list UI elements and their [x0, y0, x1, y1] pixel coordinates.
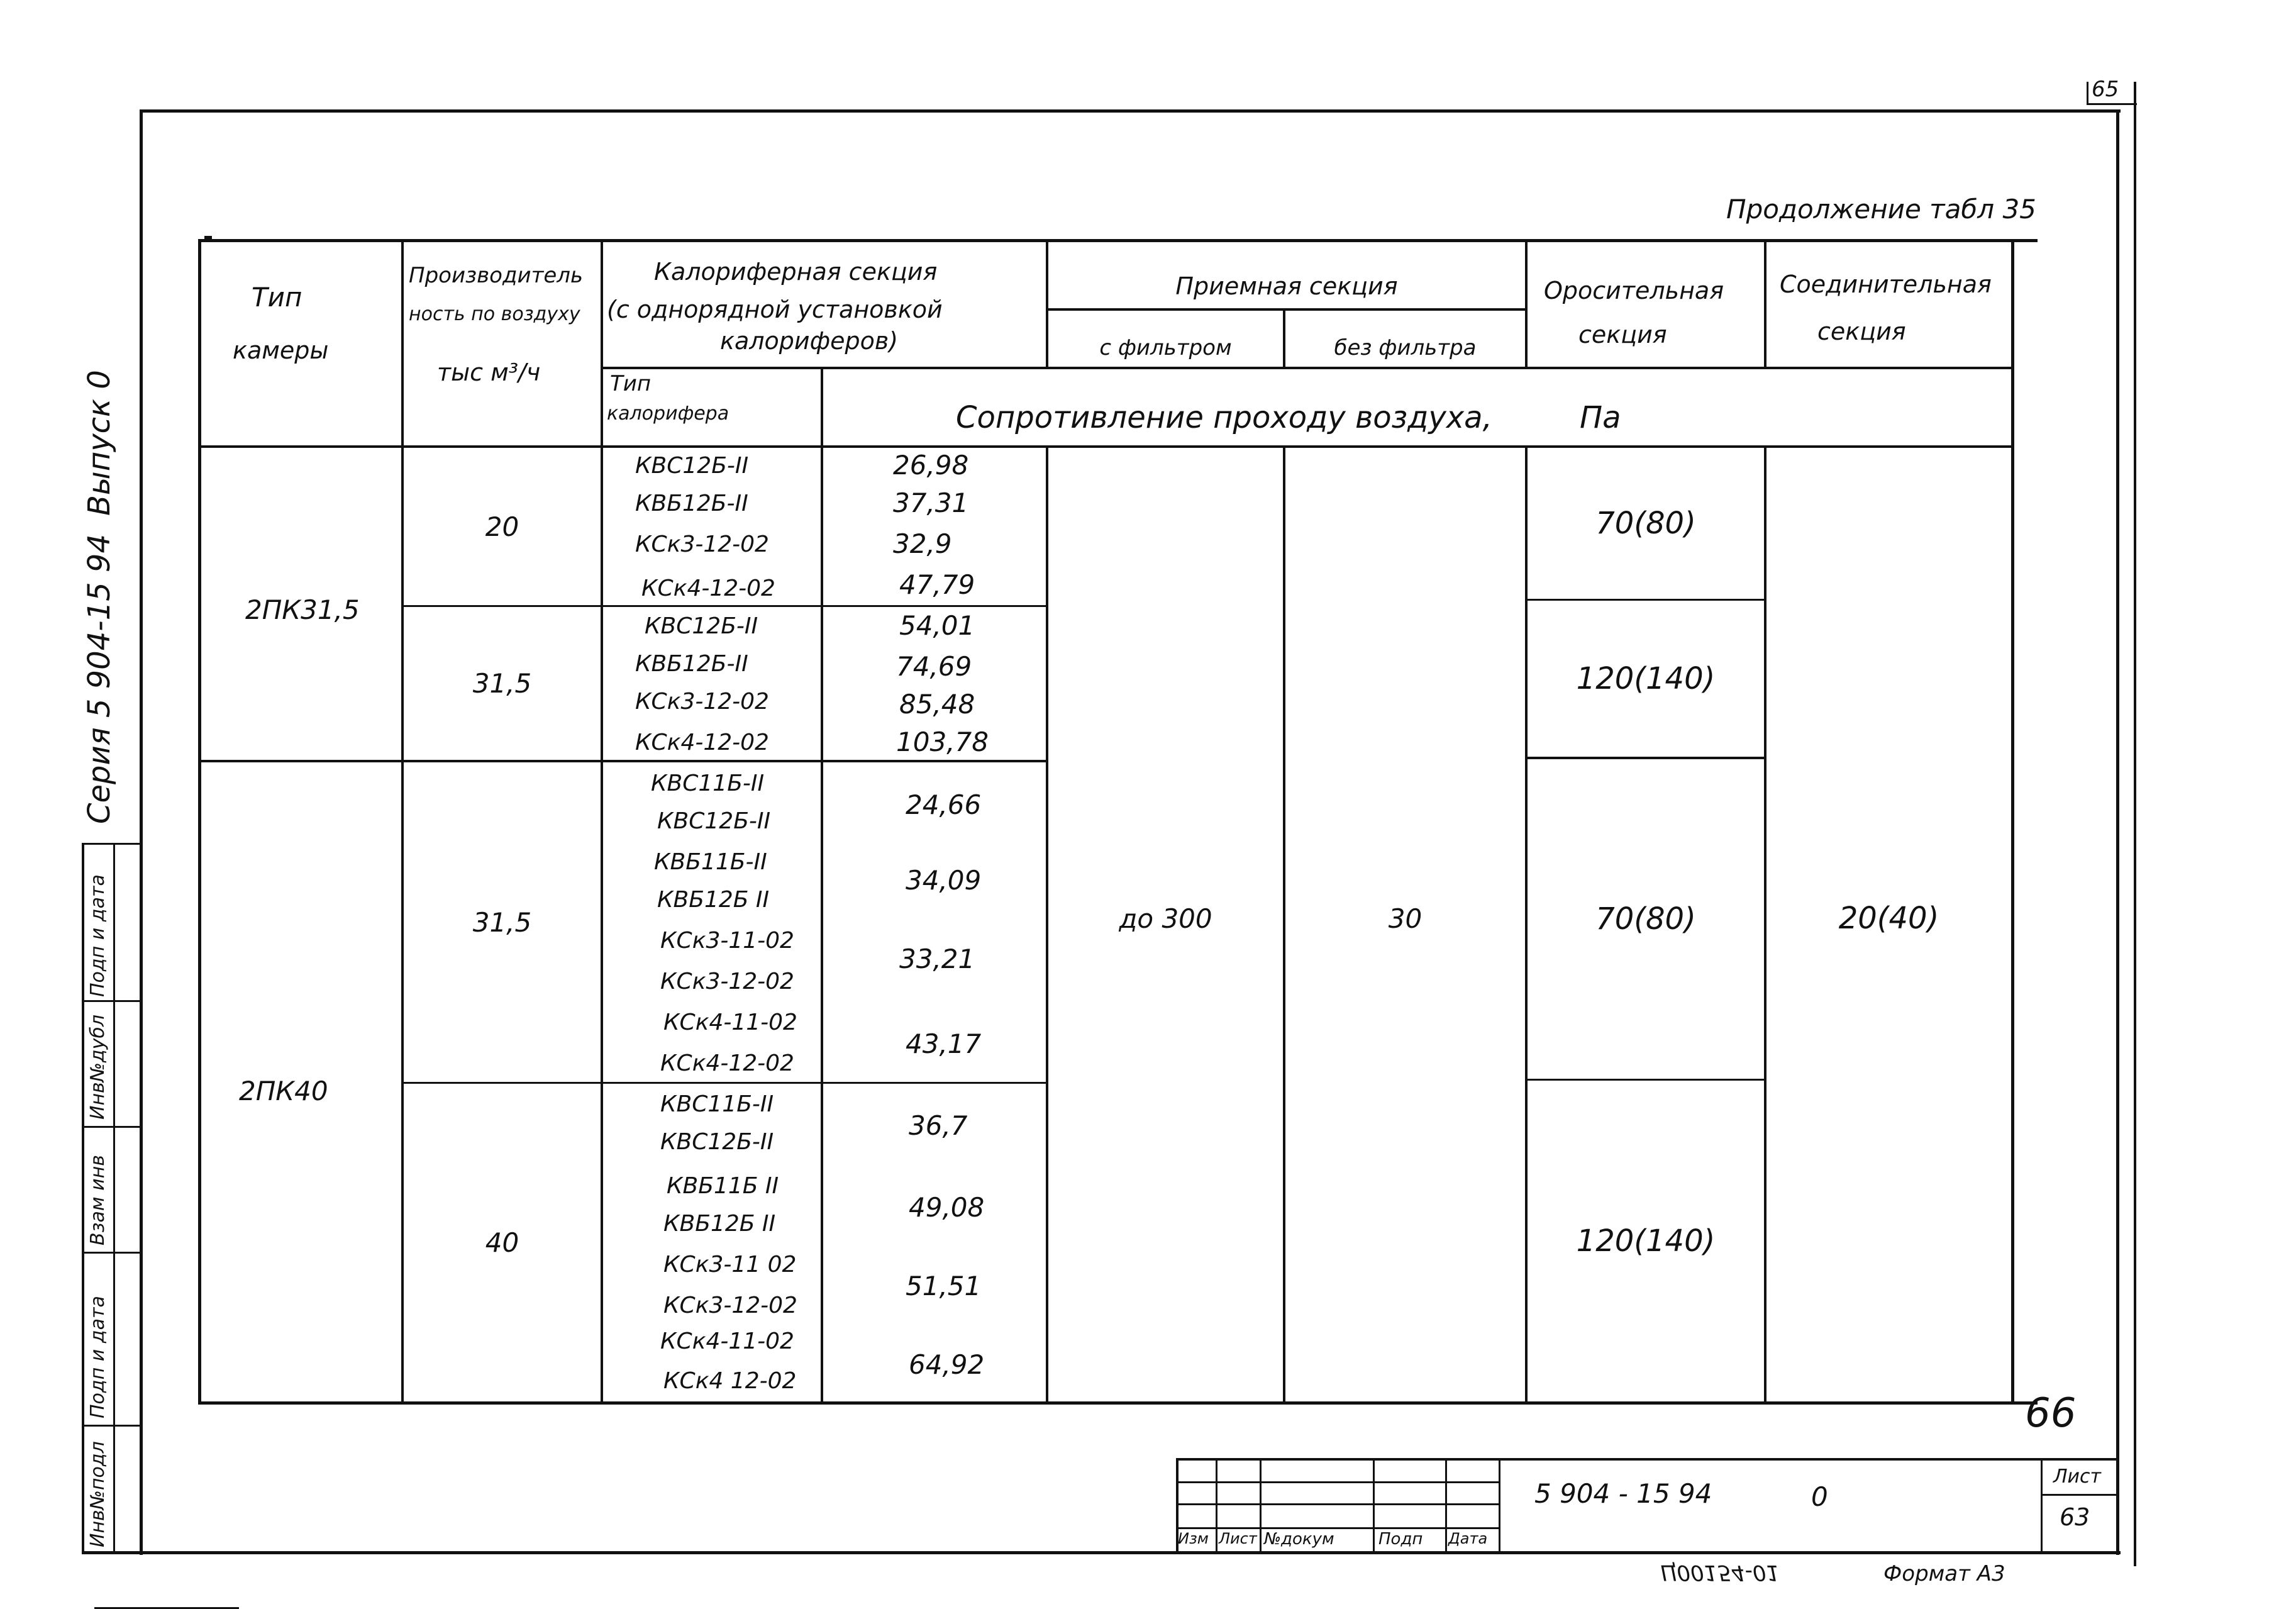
- resistance-value: 26,98: [893, 450, 969, 481]
- col-line: [1764, 239, 1766, 368]
- heater-type: КСк4-11-02: [663, 1010, 797, 1035]
- stamp-grid: [1260, 1458, 1262, 1552]
- capacity-value: 40: [485, 1227, 519, 1258]
- resistance-value: 24,66: [906, 789, 982, 820]
- header-heater-section-2: (с однорядной установкой: [607, 296, 943, 323]
- without-filter-value: 30: [1388, 903, 1423, 934]
- stamp-label: Лист: [1219, 1530, 1257, 1547]
- stamp-grid: [1373, 1458, 1375, 1552]
- series-title: Серия 5 904-15 94: [82, 534, 117, 824]
- resistance-value: 34,09: [906, 865, 982, 896]
- table-caption: Продолжение табл 35: [1726, 194, 2036, 225]
- stamp-grid: [1445, 1458, 1447, 1552]
- side-stamp-label: Взам инв: [87, 1155, 109, 1245]
- heater-type: КВБ12Б-II: [635, 651, 748, 677]
- sheet-corner-number: 65: [2092, 77, 2119, 102]
- resistance-value: 37,31: [893, 487, 969, 518]
- header-connecting-1: Соединительная: [1780, 270, 1992, 298]
- heater-type: КСк3-11-02: [660, 928, 794, 954]
- header-with-filter: с фильтром: [1099, 335, 1232, 360]
- header-resistance: Сопротивление проходу воздуха,: [956, 400, 1492, 435]
- heater-type: КСк4-12-02: [635, 730, 769, 755]
- resistance-value: 49,08: [909, 1192, 985, 1223]
- side-stamp-divider: [82, 1252, 142, 1254]
- heater-type: КВС11Б-II: [660, 1091, 774, 1117]
- stamp-grid: [1176, 1503, 1500, 1505]
- with-filter-value: до 300: [1119, 903, 1212, 934]
- frame-bottom: [82, 1551, 2121, 1554]
- connecting-value: 20(40): [1838, 901, 1939, 936]
- frame-right-outer: [2134, 82, 2136, 1566]
- stamp-label: №докум: [1264, 1530, 1334, 1549]
- format-label: Формат А3: [1883, 1561, 2005, 1586]
- header-receiving-section: Приемная секция: [1175, 272, 1398, 300]
- header-connecting-2: секция: [1817, 318, 1906, 345]
- table-right: [2011, 239, 2014, 1405]
- side-stamp-label: Инв№подл: [87, 1441, 109, 1547]
- heater-type: КВС12Б-II: [657, 808, 771, 834]
- header-without-filter: без фильтра: [1334, 335, 1477, 360]
- header-capacity-2: ность по воздуху: [409, 303, 580, 325]
- stamp-grid: [2041, 1494, 2119, 1496]
- heater-type: КВС12Б-II: [660, 1129, 774, 1155]
- issue-title: Выпуск 0: [82, 370, 117, 516]
- resistance-value: 33,21: [899, 944, 975, 974]
- heater-type: КСк4-11-02: [660, 1328, 794, 1354]
- resistance-value: 51,51: [906, 1271, 982, 1301]
- col-line: [821, 368, 823, 1405]
- table-bottom: [198, 1401, 2038, 1405]
- corner-box-left: [2087, 82, 2088, 104]
- doc-issue: 0: [1811, 1481, 1828, 1512]
- inventory-number: Ц00154-01: [1660, 1560, 1780, 1585]
- heater-type: КСк3-12-02: [663, 1293, 797, 1318]
- header-heater-type-1: Тип: [610, 371, 652, 396]
- side-stamp-inner: [113, 843, 115, 1554]
- resistance-value: 74,69: [896, 651, 972, 682]
- heater-type: КВБ12Б-II: [635, 491, 748, 516]
- side-stamp-label: Подп и дата: [87, 1296, 109, 1418]
- doc-code: 5 904 - 15 94: [1534, 1478, 1712, 1509]
- resistance-value: 54,01: [899, 610, 975, 641]
- side-stamp-divider: [82, 1425, 142, 1427]
- capacity-value: 20: [485, 511, 519, 542]
- resistance-value: 43,17: [906, 1028, 982, 1059]
- irrigation-value: 120(140): [1576, 1223, 1716, 1259]
- heater-type: КВС12Б-II: [635, 453, 749, 479]
- page-number-handwritten: 66: [2025, 1390, 2077, 1437]
- stamp-label: Изм: [1178, 1530, 1209, 1547]
- header-heater-type-2: калорифера: [607, 403, 729, 425]
- col-line: [601, 239, 603, 1405]
- capacity-value: 31,5: [472, 668, 532, 699]
- side-stamp-divider: [82, 843, 142, 845]
- heater-type: КСк4 12-02: [663, 1368, 797, 1394]
- heater-type: КСк4-12-02: [641, 576, 775, 601]
- header-capacity-1: Производитель: [409, 263, 584, 288]
- heater-type: КВС11Б-II: [651, 771, 765, 796]
- resistance-value: 32,9: [893, 528, 952, 559]
- stamp-label: Подп: [1378, 1530, 1423, 1549]
- frame-right: [2116, 109, 2119, 1555]
- heater-type: КВБ11Б II: [667, 1173, 779, 1199]
- stamp-grid: [1499, 1458, 1500, 1552]
- row-line: [1046, 308, 1527, 311]
- header-type-camera-1: Тип: [252, 282, 302, 313]
- sheet-label: Лист: [2053, 1466, 2102, 1488]
- heater-type: КВБ12Б II: [657, 887, 770, 913]
- stamp-grid: [2041, 1458, 2043, 1552]
- irrigation-value: 120(140): [1576, 661, 1716, 696]
- camera-type: 2ПК40: [239, 1076, 328, 1106]
- camera-type: 2ПК31,5: [245, 594, 360, 625]
- side-stamp-divider: [82, 1000, 142, 1002]
- header-irrigation-2: секция: [1578, 321, 1667, 348]
- heater-type: КВБ12Б II: [663, 1211, 776, 1237]
- heater-type: КСк3-11 02: [663, 1252, 797, 1278]
- capacity-value: 31,5: [472, 906, 532, 938]
- header-irrigation-1: Оросительная: [1544, 277, 1724, 304]
- header-resistance-unit: Па: [1580, 400, 1621, 435]
- irrigation-value: 70(80): [1595, 506, 1696, 541]
- resistance-value: 103,78: [896, 727, 989, 757]
- stamp-label: Дата: [1448, 1530, 1488, 1547]
- table-top: [198, 239, 2038, 242]
- resistance-value: 85,48: [899, 689, 975, 720]
- scan-mark: [204, 236, 212, 242]
- heater-type: КВБ11Б-II: [654, 849, 767, 875]
- stamp-grid: [1216, 1458, 1217, 1552]
- table-left: [198, 239, 201, 1405]
- stamp-grid: [1176, 1481, 1500, 1483]
- header-heater-section-3: калориферов): [720, 327, 899, 355]
- stamp-top: [1176, 1458, 2119, 1461]
- side-stamp-divider: [82, 1126, 142, 1128]
- heater-type: КСк4-12-02: [660, 1050, 794, 1076]
- corner-box-bottom: [2087, 103, 2137, 105]
- header-type-camera-2: камеры: [233, 337, 329, 364]
- heater-type: КСк3-12-02: [635, 689, 769, 715]
- header-heater-section-1: Калориферная секция: [654, 258, 938, 286]
- resistance-value: 64,92: [909, 1349, 985, 1380]
- stamp-grid: [1176, 1527, 1500, 1529]
- side-stamp-label: Подп и дата: [87, 874, 109, 997]
- resistance-value: 36,7: [909, 1110, 968, 1141]
- row-line: [198, 760, 1048, 762]
- irrigation-value: 70(80): [1595, 901, 1696, 937]
- frame-top: [140, 109, 2121, 113]
- sheet-number: 63: [2060, 1503, 2090, 1531]
- side-stamp-left: [82, 843, 84, 1554]
- heater-type: КСк3-12-02: [660, 969, 794, 994]
- header-capacity-3: тыс м³/ч: [437, 359, 541, 386]
- heater-type: КСк3-12-02: [635, 532, 769, 557]
- resistance-value: 47,79: [899, 569, 975, 600]
- frame-left: [140, 109, 143, 1555]
- heater-type: КВС12Б-II: [645, 613, 758, 639]
- side-stamp-label: Инв№дубл: [87, 1014, 109, 1120]
